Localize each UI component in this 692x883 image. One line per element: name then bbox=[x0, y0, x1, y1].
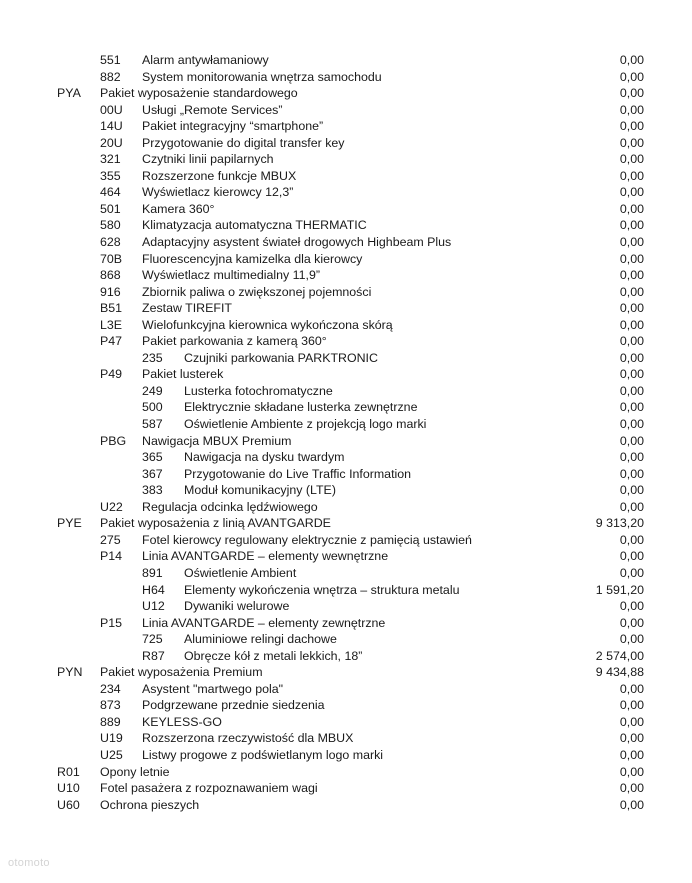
item-code: U60 bbox=[57, 797, 80, 812]
item-name: Wyświetlacz multimedialny 11,9” bbox=[142, 268, 320, 283]
item-price: 0,00 bbox=[619, 681, 644, 696]
item-code: 355 bbox=[100, 168, 121, 183]
item-name: Opony letnie bbox=[100, 764, 170, 779]
equipment-row bbox=[0, 433, 692, 450]
item-price: 0,00 bbox=[619, 53, 644, 67]
item-price: 0,00 bbox=[619, 731, 644, 746]
equipment-row bbox=[0, 648, 692, 665]
item-code: B51 bbox=[100, 301, 123, 316]
item-name: Fotel pasażera z rozpoznawaniem wagi bbox=[100, 781, 318, 796]
equipment-row bbox=[0, 52, 692, 69]
item-name: Zbiornik paliwa o zwiększonej pojemności bbox=[142, 284, 372, 299]
item-name: Wyświetlacz kierowcy 12,3” bbox=[142, 185, 294, 200]
item-name: Listwy progowe z podświetlanym logo marki bbox=[142, 747, 384, 762]
item-code: R87 bbox=[142, 648, 165, 663]
item-code: 628 bbox=[100, 235, 121, 250]
item-price: 0,00 bbox=[619, 632, 644, 647]
item-code: 587 bbox=[142, 417, 163, 432]
item-name: Nawigacja na dysku twardym bbox=[184, 450, 345, 465]
item-code: 321 bbox=[100, 152, 121, 167]
equipment-row bbox=[0, 118, 692, 135]
equipment-row bbox=[0, 267, 692, 284]
item-code: 889 bbox=[100, 714, 121, 729]
item-code: H64 bbox=[142, 582, 165, 597]
item-price: 0,00 bbox=[619, 698, 644, 713]
item-price: 0,00 bbox=[619, 185, 644, 200]
equipment-row bbox=[0, 399, 692, 416]
item-code: 249 bbox=[142, 383, 163, 398]
item-price: 0,00 bbox=[619, 251, 644, 266]
item-price: 0,00 bbox=[619, 367, 644, 382]
item-name: Aluminiowe relingi dachowe bbox=[184, 632, 337, 647]
item-price: 0,00 bbox=[619, 565, 644, 580]
item-name: Linia AVANTGARDE – elementy wewnętrzne bbox=[142, 549, 389, 564]
item-name: Pakiet integracyjny “smartphone” bbox=[142, 119, 324, 134]
equipment-row bbox=[0, 69, 692, 86]
equipment-row bbox=[0, 366, 692, 383]
equipment-row bbox=[0, 168, 692, 185]
equipment-row bbox=[0, 797, 692, 814]
item-name: Zestaw TIREFIT bbox=[142, 301, 232, 316]
item-code: U22 bbox=[100, 499, 123, 514]
item-price: 0,00 bbox=[619, 599, 644, 614]
item-price: 0,00 bbox=[619, 400, 644, 415]
item-price: 0,00 bbox=[619, 218, 644, 233]
item-price: 0,00 bbox=[619, 797, 644, 812]
item-code: 580 bbox=[100, 218, 121, 233]
item-name: Regulacja odcinka lędźwiowego bbox=[142, 499, 318, 514]
item-name: Nawigacja MBUX Premium bbox=[142, 433, 292, 448]
item-code: U19 bbox=[100, 731, 123, 746]
item-code: 365 bbox=[142, 450, 163, 465]
item-code: 501 bbox=[100, 201, 121, 216]
equipment-row bbox=[0, 217, 692, 234]
item-code: 891 bbox=[142, 565, 163, 580]
item-price: 0,00 bbox=[619, 268, 644, 283]
item-code: 464 bbox=[100, 185, 121, 200]
equipment-row bbox=[0, 532, 692, 549]
equipment-row bbox=[0, 697, 692, 714]
item-code: R01 bbox=[57, 764, 80, 779]
item-price: 0,00 bbox=[619, 350, 644, 365]
equipment-row bbox=[0, 201, 692, 218]
equipment-row bbox=[0, 333, 692, 350]
item-price: 0,00 bbox=[619, 714, 644, 729]
item-code: 70B bbox=[100, 251, 123, 266]
item-price: 0,00 bbox=[619, 549, 644, 564]
item-code: 725 bbox=[142, 632, 163, 647]
item-code: 868 bbox=[100, 268, 121, 283]
equipment-row bbox=[0, 102, 692, 119]
equipment-row bbox=[0, 416, 692, 433]
item-price: 0,00 bbox=[619, 301, 644, 316]
item-name: Lusterka fotochromatyczne bbox=[184, 383, 333, 398]
item-price: 0,00 bbox=[619, 317, 644, 332]
equipment-row bbox=[0, 582, 692, 599]
equipment-row bbox=[0, 449, 692, 466]
equipment-row bbox=[0, 251, 692, 268]
equipment-row bbox=[0, 780, 692, 797]
item-name: Rozszerzone funkcje MBUX bbox=[142, 168, 297, 183]
item-code: P14 bbox=[100, 549, 123, 564]
equipment-row bbox=[0, 515, 692, 532]
item-name: Wielofunkcyjna kierownica wykończona skórą bbox=[142, 317, 393, 332]
equipment-row bbox=[0, 317, 692, 334]
equipment-row bbox=[0, 631, 692, 648]
item-price: 1 591,20 bbox=[595, 582, 644, 597]
item-price: 0,00 bbox=[619, 168, 644, 183]
item-price: 0,00 bbox=[619, 417, 644, 432]
item-price: 0,00 bbox=[619, 499, 644, 514]
item-name: Usługi „Remote Services” bbox=[142, 102, 283, 117]
item-code: PBG bbox=[100, 433, 127, 448]
item-name: Czytniki linii papilarnych bbox=[142, 152, 274, 167]
item-price: 0,00 bbox=[619, 119, 644, 134]
item-price: 0,00 bbox=[619, 781, 644, 796]
equipment-row bbox=[0, 135, 692, 152]
item-name: Moduł komunikacyjny (LTE) bbox=[184, 483, 336, 498]
item-price: 0,00 bbox=[619, 334, 644, 349]
equipment-row bbox=[0, 499, 692, 516]
equipment-row bbox=[0, 466, 692, 483]
item-name: Fotel kierowcy regulowany elektrycznie z pamięcią ustawień bbox=[142, 532, 472, 547]
item-price: 0,00 bbox=[619, 201, 644, 216]
equipment-row bbox=[0, 234, 692, 251]
item-code: 873 bbox=[100, 698, 121, 713]
item-code: PYA bbox=[57, 86, 81, 101]
item-name: Oświetlenie Ambient bbox=[184, 565, 297, 580]
item-name: Czujniki parkowania PARKTRONIC bbox=[184, 350, 378, 365]
item-name: Dywaniki welurowe bbox=[184, 599, 290, 614]
item-price: 0,00 bbox=[619, 135, 644, 150]
equipment-row bbox=[0, 681, 692, 698]
item-code: L3E bbox=[100, 317, 123, 332]
item-name: Rozszerzona rzeczywistość dla MBUX bbox=[142, 731, 354, 746]
equipment-row bbox=[0, 548, 692, 565]
item-code: P47 bbox=[100, 334, 123, 349]
equipment-row bbox=[0, 482, 692, 499]
equipment-row bbox=[0, 615, 692, 632]
item-price: 0,00 bbox=[619, 747, 644, 762]
equipment-row bbox=[0, 284, 692, 301]
item-name: System monitorowania wnętrza samochodu bbox=[142, 69, 382, 84]
item-name: Pakiet wyposażenia z linią AVANTGARDE bbox=[100, 516, 331, 531]
item-price: 0,00 bbox=[619, 235, 644, 250]
item-name: Pakiet lusterek bbox=[142, 367, 224, 382]
item-price: 0,00 bbox=[619, 433, 644, 448]
item-name: Podgrzewane przednie siedzenia bbox=[142, 698, 325, 713]
item-code: 383 bbox=[142, 483, 163, 498]
item-name: Ochrona pieszych bbox=[100, 797, 200, 812]
equipment-row bbox=[0, 565, 692, 582]
item-name: Asystent "martwego pola" bbox=[142, 681, 284, 696]
item-code: 367 bbox=[142, 466, 163, 481]
equipment-row bbox=[0, 598, 692, 615]
item-name: Pakiet parkowania z kamerą 360° bbox=[142, 334, 327, 349]
item-name: Obręcze kół z metali lekkich, 18” bbox=[184, 648, 363, 663]
item-name: Linia AVANTGARDE – elementy zewnętrzne bbox=[142, 615, 386, 630]
item-code: U12 bbox=[142, 599, 165, 614]
item-name: Elektrycznie składane lusterka zewnętrzne bbox=[184, 400, 418, 415]
item-name: Alarm antywłamaniowy bbox=[142, 53, 269, 67]
item-code: 882 bbox=[100, 69, 121, 84]
item-price: 0,00 bbox=[619, 86, 644, 101]
item-name: Pakiet wyposażenie standardowego bbox=[100, 86, 298, 101]
item-name: Przygotowanie do Live Traffic Information bbox=[184, 466, 412, 481]
item-price: 0,00 bbox=[619, 764, 644, 779]
item-price: 0,00 bbox=[619, 450, 644, 465]
equipment-row bbox=[0, 300, 692, 317]
equipment-row bbox=[0, 184, 692, 201]
item-name: Oświetlenie Ambiente z projekcją logo marki bbox=[184, 417, 427, 432]
item-price: 0,00 bbox=[619, 466, 644, 481]
equipment-list bbox=[0, 52, 692, 813]
item-code: 234 bbox=[100, 681, 121, 696]
item-name: Kamera 360° bbox=[142, 201, 215, 216]
equipment-row bbox=[0, 383, 692, 400]
item-name: Elementy wykończenia wnętrza – struktura metalu bbox=[184, 582, 460, 597]
item-code: 551 bbox=[100, 53, 121, 67]
item-name: Przygotowanie do digital transfer key bbox=[142, 135, 345, 150]
equipment-row bbox=[0, 730, 692, 747]
watermark-text: otomoto bbox=[8, 857, 50, 869]
item-name: KEYLESS-GO bbox=[142, 714, 222, 729]
item-code: PYN bbox=[57, 665, 83, 680]
item-code: PYE bbox=[57, 516, 82, 531]
item-name: Klimatyzacja automatyczna THERMATIC bbox=[142, 218, 367, 233]
item-code: U10 bbox=[57, 781, 80, 796]
equipment-row bbox=[0, 151, 692, 168]
item-price: 0,00 bbox=[619, 483, 644, 498]
equipment-row bbox=[0, 350, 692, 367]
equipment-row bbox=[0, 664, 692, 681]
item-code: 500 bbox=[142, 400, 163, 415]
item-code: 00U bbox=[100, 102, 123, 117]
item-price: 0,00 bbox=[619, 69, 644, 84]
item-price: 9 434,88 bbox=[595, 665, 644, 680]
item-price: 0,00 bbox=[619, 284, 644, 299]
item-name: Pakiet wyposażenia Premium bbox=[100, 665, 263, 680]
item-code: 14U bbox=[100, 119, 123, 134]
item-code: 235 bbox=[142, 350, 163, 365]
item-price: 0,00 bbox=[619, 152, 644, 167]
item-code: 916 bbox=[100, 284, 121, 299]
item-price: 0,00 bbox=[619, 615, 644, 630]
equipment-row bbox=[0, 747, 692, 764]
equipment-row bbox=[0, 85, 692, 102]
item-code: P15 bbox=[100, 615, 123, 630]
item-code: P49 bbox=[100, 367, 123, 382]
item-code: 275 bbox=[100, 532, 121, 547]
item-name: Adaptacyjny asystent świateł drogowych Highbeam Plus bbox=[142, 235, 452, 250]
item-price: 0,00 bbox=[619, 532, 644, 547]
item-price: 2 574,00 bbox=[595, 648, 644, 663]
item-name: Fluorescencyjna kamizelka dla kierowcy bbox=[142, 251, 363, 266]
equipment-row bbox=[0, 764, 692, 781]
item-price: 0,00 bbox=[619, 383, 644, 398]
item-price: 9 313,20 bbox=[595, 516, 644, 531]
equipment-row bbox=[0, 714, 692, 731]
item-code: 20U bbox=[100, 135, 123, 150]
item-price: 0,00 bbox=[619, 102, 644, 117]
item-code: U25 bbox=[100, 747, 123, 762]
